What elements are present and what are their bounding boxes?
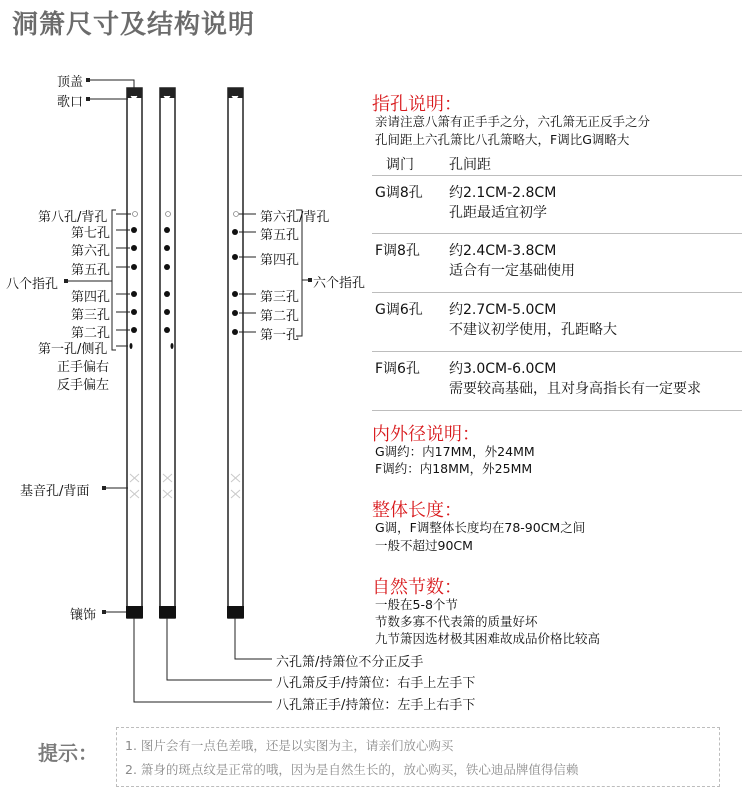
label-left-bias: 反手偏左	[57, 378, 110, 393]
row-note: 孔距最适宜初学	[449, 205, 547, 221]
label-eight-holes: 八个指孔	[6, 277, 59, 292]
label-base-hole: 基音孔/背面	[20, 484, 90, 499]
label-top-cap: 顶盖	[57, 75, 84, 90]
finger-section-line1: 亲请注意八箫有正手手之分，六孔箫无正反手之分	[375, 114, 651, 129]
page-title: 洞箫尺寸及结构说明	[12, 10, 256, 40]
row-note: 不建议初学使用，孔距略大	[449, 322, 617, 338]
node-section-title: 自然节数：	[372, 577, 462, 598]
diameter-section-title: 内外径说明：	[372, 424, 480, 445]
label-right-hole6: 第六孔/背孔	[260, 210, 330, 225]
flute-six-hole	[227, 88, 244, 618]
tips-label: 提示：	[38, 741, 98, 765]
finger-section-line2: 孔间距上六孔箫比八孔箫略大，F调比G调略大	[375, 132, 630, 147]
label-left-hole1: 第一孔/侧孔	[38, 342, 108, 357]
diameter-line2: F调约：内18MM，外25MM	[375, 461, 533, 476]
label-left-hole5: 第五孔	[71, 263, 111, 278]
row-spacing: 约2.7CM-5.0CM	[449, 302, 557, 318]
table-header	[372, 152, 742, 176]
label-left-hole4: 第四孔	[71, 290, 111, 305]
bottom-leaders	[134, 618, 272, 702]
row-key: F调8孔	[375, 243, 420, 259]
length-line2: 一般不超过90CM	[375, 538, 473, 553]
row-note: 需要较高基础，且对身高指长有一定要求	[449, 381, 701, 397]
tips-box	[116, 727, 720, 787]
label-six-holes: 六个指孔	[313, 276, 366, 291]
label-eight-hole-reverse: 八孔箫反手/持箫位：右手上左手下	[276, 676, 476, 691]
label-left-hole7: 第七孔	[71, 226, 111, 241]
flute-eight-hole-reverse	[159, 88, 176, 618]
spacing-table	[372, 152, 742, 411]
row-key: F调6孔	[375, 361, 420, 377]
node-line2: 节数多寡不代表箫的质量好坏	[375, 614, 538, 629]
label-right-hole3: 第三孔	[260, 290, 300, 305]
length-line1: G调，F调整体长度均在78-90CM之间	[375, 520, 586, 535]
label-left-hole3: 第三孔	[71, 308, 111, 323]
node-line1: 一般在5-8个节	[375, 597, 458, 612]
row-spacing: 约3.0CM-6.0CM	[449, 361, 557, 377]
label-left-hole8: 第八孔/背孔	[38, 210, 108, 225]
label-eight-hole-forward: 八孔箫正手/持箫位：左手上右手下	[276, 698, 476, 713]
row-spacing: 约2.1CM-2.8CM	[449, 185, 557, 201]
table-row	[372, 176, 742, 234]
node-line3: 九节箫因选材极其困难故成品价格比较高	[375, 631, 601, 646]
header-spacing: 孔间距	[449, 157, 491, 173]
row-key: G调8孔	[375, 185, 423, 201]
finger-section-title: 指孔说明：	[372, 94, 462, 115]
table-row	[372, 234, 742, 293]
label-left-hole2: 第二孔	[71, 326, 111, 341]
flute-eight-hole-forward	[126, 88, 143, 618]
label-right-hole2: 第二孔	[260, 309, 300, 324]
row-key: G调6孔	[375, 302, 423, 318]
table-row	[372, 352, 742, 411]
label-mouth: 歌口	[57, 95, 84, 110]
tips-line2: 2. 箫身的斑点纹是正常的哦，因为是自然生长的，放心购买，铁心迪品牌值得信赖	[125, 762, 579, 777]
flute-diagram	[0, 0, 370, 720]
row-note: 适合有一定基础使用	[449, 263, 575, 279]
node-marks	[130, 474, 240, 498]
length-section-title: 整体长度：	[372, 500, 462, 521]
tips-line1: 1. 图片会有一点色差哦，还是以实图为主，请亲们放心购买	[125, 738, 454, 753]
header-key: 调门	[386, 157, 414, 173]
label-right-bias: 正手偏右	[57, 360, 110, 375]
table-row	[372, 293, 742, 352]
label-right-hole5: 第五孔	[260, 228, 300, 243]
row-spacing: 约2.4CM-3.8CM	[449, 243, 557, 259]
label-six-hole-flute: 六孔箫/持箫位不分正反手	[276, 655, 424, 670]
label-right-hole4: 第四孔	[260, 253, 300, 268]
label-ornament: 镶饰	[70, 608, 97, 623]
diameter-line1: G调约：内17MM，外24MM	[375, 444, 535, 459]
label-left-hole6: 第六孔	[71, 244, 111, 259]
label-right-hole1: 第一孔	[260, 328, 300, 343]
